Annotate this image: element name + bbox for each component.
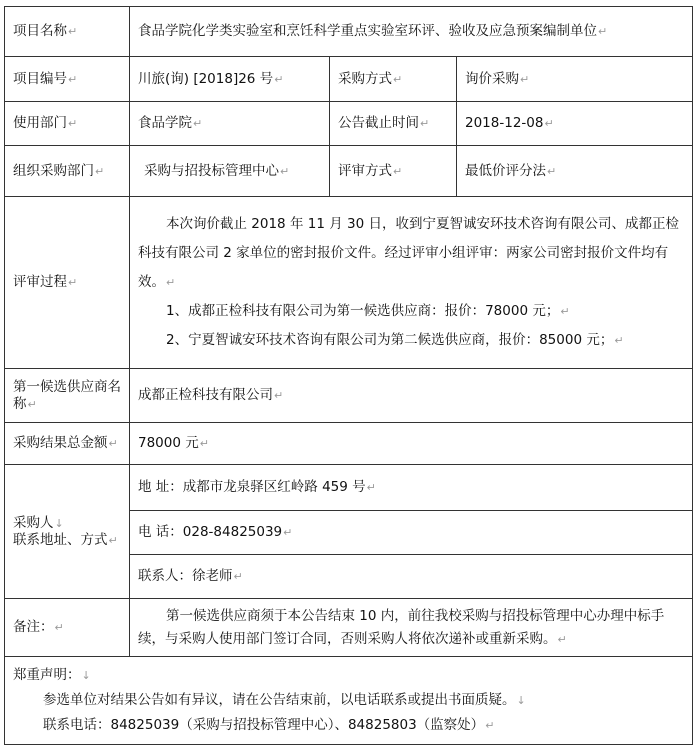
row-org (5, 146, 693, 197)
review-paragraph: 本次询价截止 2018 年 11 月 30 日，收到宁夏智诚安环技术咨询有限公司、成都正检科技有限公司 2 家单位的密封报价文件。经过评审小组评审：两家公司密封报价文件均有效。↵ (138, 216, 679, 290)
announcement-table-container (4, 6, 692, 745)
total-label: 采购结果总金额↵ (5, 423, 130, 465)
announcement-table (4, 6, 693, 745)
dept-label: 使用部门↵ (5, 102, 130, 146)
review-method-value: 最低价评分法↵ (457, 146, 693, 197)
row-project-no (5, 57, 693, 102)
review-label: 评审过程↵ (5, 197, 130, 369)
deadline-label: 公告截止时间↵ (330, 102, 457, 146)
first-supplier-value: 成都正检科技有限公司↵ (130, 369, 693, 423)
org-label: 组织采购部门↵ (5, 146, 130, 197)
deadline-value: 2018-12-08↵ (457, 102, 693, 146)
contact-label: 采购人↓ 联系地址、方式↵ (5, 465, 130, 599)
remark-label: 备注：↵ (5, 599, 130, 657)
remark-value: 第一候选供应商须于本公告结束 10 内，前往我校采购与招投标管理中心办理中标手续，与采购人使用部门签订合同，否则采购人将依次递补或重新采购。↵ (130, 599, 693, 657)
review-method-label: 评审方式↵ (330, 146, 457, 197)
purchase-method-label: 采购方式↵ (330, 57, 457, 102)
contact-person: 联系人：徐老师↵ (130, 555, 693, 599)
purchase-method-value: 询价采购↵ (457, 57, 693, 102)
project-no-label: 项目编号↵ (5, 57, 130, 102)
dept-value: 食品学院↵ (130, 102, 330, 146)
contact-phone: 电 话：028-84825039↵ (130, 511, 693, 555)
row-address (5, 465, 693, 511)
review-content (130, 197, 693, 369)
row-total (5, 423, 693, 465)
row-project-name (5, 7, 693, 57)
declaration-line-2: 联系电话：84825039（采购与招投标管理中心）、84825803（监察处）↵ (43, 717, 495, 733)
row-remark (5, 599, 693, 657)
total-value: 78000 元↵ (130, 423, 693, 465)
row-first-supplier (5, 369, 693, 423)
org-value: 采购与招投标管理中心↵ (130, 146, 330, 197)
project-no-value: 川旅(询) [2018]26 号↵ (130, 57, 330, 102)
review-item-1: 1、成都正检科技有限公司为第一候选供应商：报价：78000 元；↵ (166, 303, 570, 319)
declaration-cell (5, 657, 693, 745)
project-name-label: 项目名称↵ (5, 7, 130, 57)
row-dept (5, 102, 693, 146)
row-review (5, 197, 693, 369)
first-supplier-label: 第一候选供应商名称↵ (5, 369, 130, 423)
row-declaration (5, 657, 693, 745)
project-name-value: 食品学院化学类实验室和烹饪科学重点实验室环评、验收及应急预案编制单位↵ (130, 7, 693, 57)
declaration-title: 郑重声明：↓ (13, 667, 91, 683)
review-item-2: 2、宁夏智诚安环技术咨询有限公司为第二候选供应商，报价：85000 元；↵ (166, 332, 624, 348)
contact-address: 地 址：成都市龙泉驿区红岭路 459 号↵ (130, 465, 693, 511)
declaration-line-1: 参选单位对结果公告如有异议，请在公告结束前，以电话联系或提出书面质疑。↓ (43, 692, 526, 708)
